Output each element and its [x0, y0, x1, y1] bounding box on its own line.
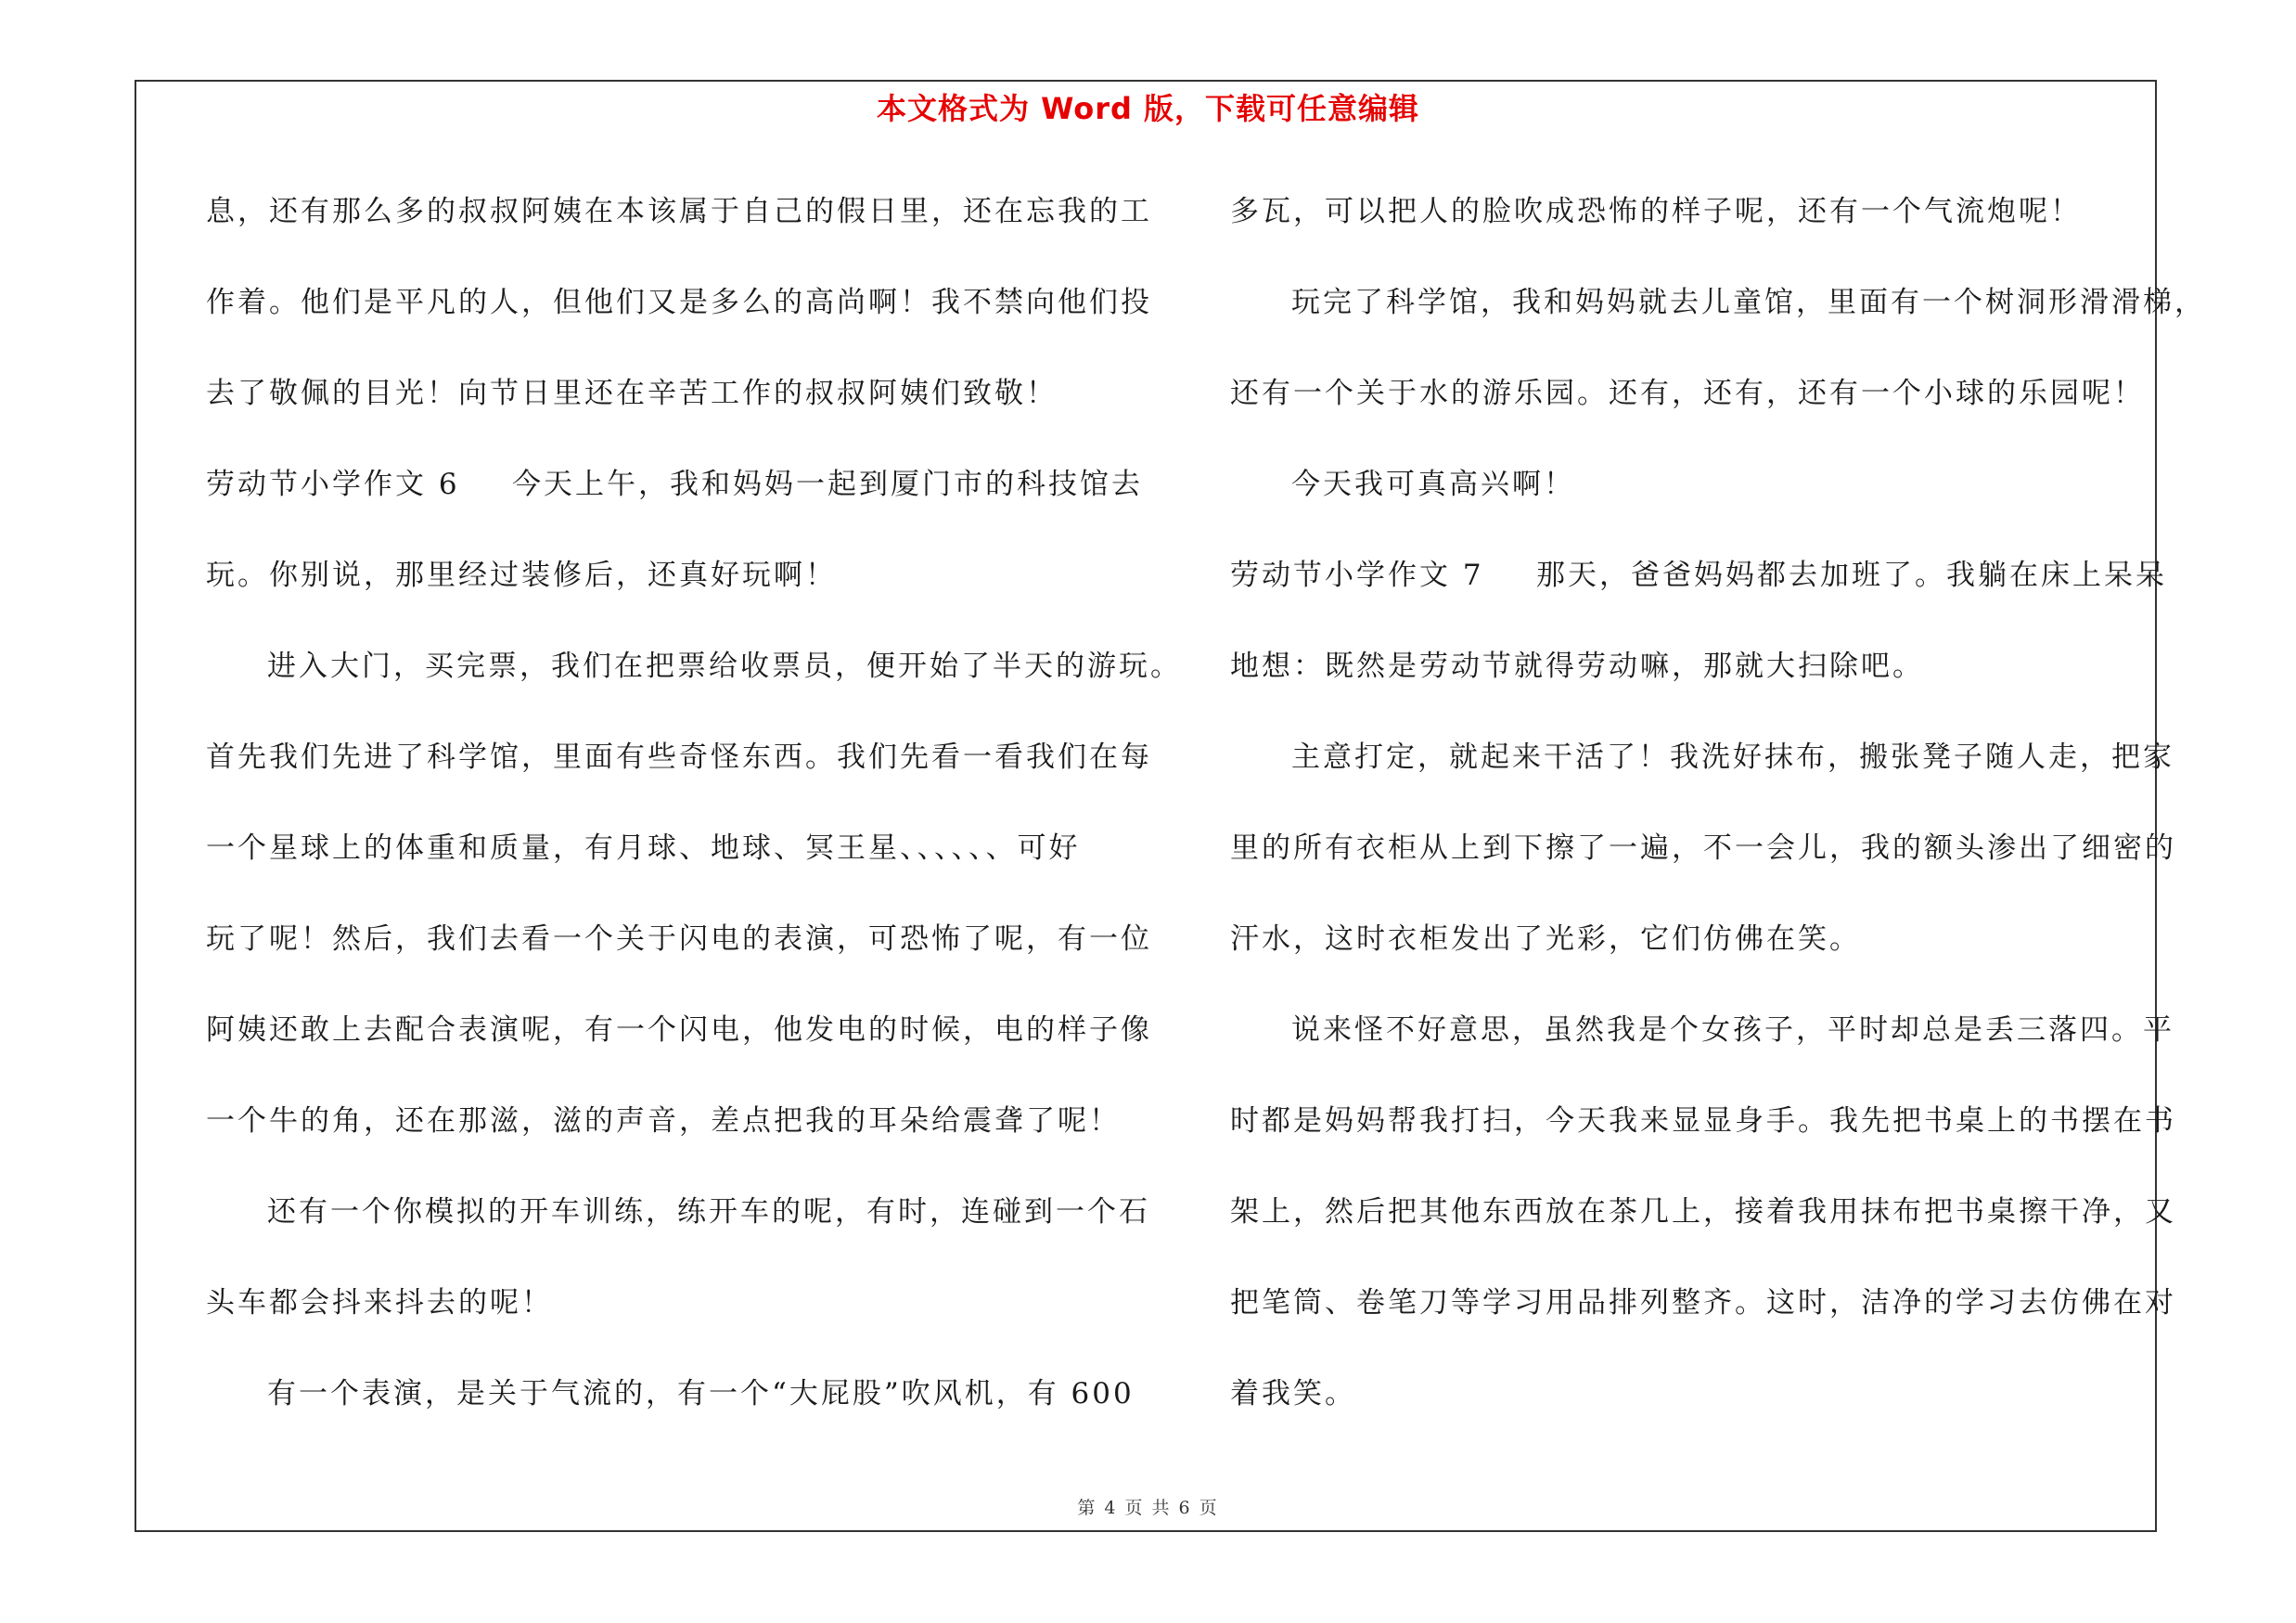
text-line: 把笔筒、卷笔刀等学习用品排列整齐。这时，洁净的学习去仿佛在对 — [1230, 1286, 2176, 1320]
essay-title: 劳动节小学作文 7 — [1230, 559, 1484, 592]
text-line: 作着。他们是平凡的人，但他们又是多么的高尚啊！我不禁向他们投 — [206, 286, 1152, 319]
text-line: 地想：既然是劳动节就得劳动嘛，那就大扫除吧。 — [1230, 650, 1924, 683]
text-line: 玩了呢！然后，我们去看一个关于闪电的表演，可恐怖了呢，有一位 — [206, 922, 1152, 956]
text-line: 多瓦，可以把人的脸吹成恐怖的样子呢，还有一个气流炮呢！ — [1230, 195, 2082, 228]
paragraph-start-line: 说来怪不好意思，虽然我是个女孩子，平时却总是丢三落四。平 — [1291, 1013, 2174, 1047]
paragraph-start-line: 主意打定，就起来干活了！我洗好抹布，搬张凳子随人走，把家 — [1291, 741, 2174, 774]
text-line: 息，还有那么多的叔叔阿姨在本该属于自己的假日里，还在忘我的工 — [206, 195, 1152, 228]
text-line: 一个星球上的体重和质量，有月球、地球、冥王星、、、、、、可好 — [206, 831, 1081, 865]
text-line: 时都是妈妈帮我打扫，今天我来显显身手。我先把书桌上的书摆在书 — [1230, 1104, 2176, 1138]
text-line: 架上，然后把其他东西放在茶几上，接着我用抹布把书桌擦干净，又 — [1230, 1195, 2176, 1229]
essay-title: 劳动节小学作文 6 — [206, 468, 460, 501]
text-line: 还有一个关于水的游乐园。还有，还有，还有一个小球的乐园呢！ — [1230, 377, 2145, 410]
text-line: 玩。你别说，那里经过装修后，还真好玩啊！ — [206, 559, 837, 592]
paragraph-start-line: 今天我可真高兴啊！ — [1291, 468, 1575, 501]
text-line: 汗水，这时衣柜发出了光彩，它们仿佛在笑。 — [1230, 922, 1861, 956]
paragraph-start-line: 还有一个你模拟的开车训练，练开车的呢，有时，连碰到一个石 — [267, 1195, 1150, 1229]
text-line: 那天，爸爸妈妈都去加班了。我躺在床上呆呆 — [1536, 559, 2167, 592]
text-line: 今天上午，我和妈妈一起到厦门市的科技馆去 — [512, 468, 1143, 501]
essay-heading-line — [1230, 546, 2167, 637]
text-line: 去了敬佩的目光！向节日里还在辛苦工作的叔叔阿姨们致敬！ — [206, 377, 1058, 410]
paragraph-start-line: 进入大门，买完票，我们在把票给收票员，便开始了半天的游玩。 — [267, 650, 1182, 683]
paragraph-start-line: 玩完了科学馆，我和妈妈就去儿童馆，里面有一个树洞形滑滑梯， — [1291, 286, 2206, 319]
text-line: 里的所有衣柜从上到下擦了一遍，不一会儿，我的额头渗出了细密的 — [1230, 831, 2176, 865]
text-line: 一个牛的角，还在那滋，滋的声音，差点把我的耳朵给震聋了呢！ — [206, 1104, 1121, 1138]
left-text-column — [206, 182, 1182, 1455]
right-text-column — [1230, 182, 2206, 1455]
page-number-footer: 第 4 页 共 6 页 — [1077, 1498, 1219, 1518]
text-line: 头车都会抖来抖去的呢！ — [206, 1286, 553, 1320]
text-line: 阿姨还敢上去配合表演呢，有一个闪电，他发电的时候，电的样子像 — [206, 1013, 1152, 1047]
text-line: 首先我们先进了科学馆，里面有些奇怪东西。我们先看一看我们在每 — [206, 741, 1152, 774]
word-format-banner: 本文格式为 Word 版，下载可任意编辑 — [876, 91, 1420, 126]
text-line: 着我笑。 — [1230, 1377, 1356, 1410]
paragraph-start-line: 有一个表演，是关于气流的，有一个“大屁股”吹风机，有 600 — [267, 1377, 1135, 1410]
essay-heading-line — [206, 455, 1143, 546]
